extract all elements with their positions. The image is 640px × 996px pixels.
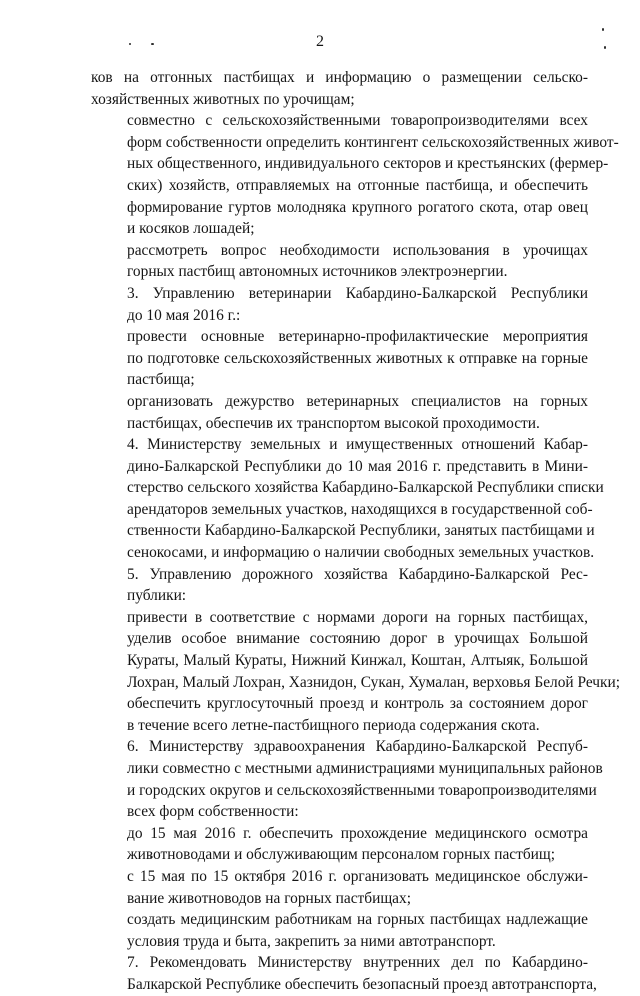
document-body bbox=[91, 67, 621, 996]
text-line: 6. Министерству здравоохранения Кабардино-Балкарской Респуб- bbox=[127, 738, 588, 756]
text-line: ков на отгонных пастбищах и информацию о размещении сельско- bbox=[91, 69, 588, 86]
text-line: пастбищах, обеспечив их транспортом высокой проходимости. bbox=[127, 414, 540, 432]
text-line: организовать дежурство ветеринарных специалистов на горных bbox=[127, 392, 588, 410]
text-line: животноводами и обслуживающим персоналом горных пастбищ; bbox=[127, 846, 556, 864]
text-line: рассмотреть вопрос необходимости использования в урочищах bbox=[127, 241, 588, 259]
text-line: всех форм собственности: bbox=[127, 803, 299, 821]
text-line: форм собственности определить контингент сельскохозяйственных живот- bbox=[127, 133, 619, 151]
paragraph bbox=[91, 952, 597, 995]
text-line: условия труда и быта, закрепить за ними автотранспорт. bbox=[127, 932, 496, 950]
text-line: и косяков лошадей; bbox=[127, 220, 255, 238]
text-line: в течение всего летне-пастбищного периода содержания скота. bbox=[127, 716, 540, 734]
paragraph bbox=[91, 823, 588, 866]
text-line: 3. Управлению ветеринарии Кабардино-Балкарской Республики bbox=[127, 284, 588, 302]
text-line: и городских округов и сельскохозяйственными товаропроизводителями bbox=[127, 781, 597, 799]
text-line: совместно с сельскохозяйственными товаропроизводителями всех bbox=[127, 112, 588, 130]
paragraph bbox=[91, 434, 604, 564]
text-line: формирование гуртов молодняка крупного рогатого скота, отар овец bbox=[127, 198, 588, 216]
text-line: провести основные ветеринарно-профилактические мероприятия bbox=[127, 328, 588, 346]
paragraph bbox=[91, 391, 588, 434]
paragraph bbox=[91, 110, 619, 240]
text-line: создать медицинским работникам на горных пастбищах надлежащие bbox=[127, 911, 588, 929]
text-line: Лохран, Малый Лохран, Хазнидон, Сукан, Хумалан, верховья Белой Речки; bbox=[127, 673, 621, 691]
paragraph bbox=[91, 607, 621, 693]
text-line: ственности Кабардино-Балкарской Республики, занятых пастбищами и bbox=[127, 522, 595, 540]
text-line: арендаторов земельных участков, находящихся в государственной соб- bbox=[127, 500, 593, 518]
text-line: дино-Балкарской Республики до 10 мая 2016 г. представить в Мини- bbox=[127, 457, 588, 475]
paragraph bbox=[91, 326, 588, 391]
text-line: Кураты, Малый Кураты, Нижний Кинжал, Коштан, Алтыяк, Большой bbox=[127, 652, 588, 670]
paragraph bbox=[91, 67, 588, 110]
paragraph bbox=[91, 693, 588, 736]
text-line: лики совместно с местными администрациями муниципальных районов bbox=[127, 760, 603, 777]
paragraph bbox=[91, 909, 588, 952]
text-line: по подготовке сельскохозяйственных животных к отправке на горные bbox=[127, 349, 588, 367]
paragraph bbox=[91, 736, 603, 822]
scan-speck bbox=[602, 28, 604, 31]
text-line: 7. Рекомендовать Министерству внутренних дел по Кабардино- bbox=[127, 954, 588, 972]
page-number: 2 bbox=[316, 33, 324, 50]
text-line: обеспечить круглосуточный проезд и контроль за состоянием дорог bbox=[127, 695, 588, 713]
text-line: горных пастбищ автономных источников электроэнергии. bbox=[127, 263, 508, 281]
text-line: вание животноводов на горных пастбищах; bbox=[127, 889, 411, 907]
text-line: ских) хозяйств, отправляемых на отгонные пастбища, и обеспечить bbox=[127, 176, 588, 194]
text-line: до 15 мая 2016 г. обеспечить прохождение медицинского осмотра bbox=[127, 824, 588, 842]
paragraph bbox=[91, 564, 588, 607]
text-line: стерство сельского хозяйства Кабардино-Балкарской Республики списки bbox=[127, 479, 604, 497]
text-line: публики: bbox=[127, 587, 187, 605]
text-line: ных общественного, индивидуального секторов и крестьянских (фермер- bbox=[127, 155, 609, 173]
text-line: уделив особое внимание состоянию дорог в урочищах Большой bbox=[127, 630, 588, 648]
text-line: привести в соответствие с нормами дороги на горных пастбищах, bbox=[127, 608, 588, 626]
text-line: до 10 мая 2016 г.: bbox=[127, 306, 241, 324]
text-line: с 15 мая по 15 октября 2016 г. организовать медицинское обслужи- bbox=[127, 867, 588, 885]
paragraph bbox=[91, 283, 588, 326]
text-line: хозяйственных животных по урочищам; bbox=[91, 90, 355, 108]
paragraph bbox=[91, 240, 588, 283]
paragraph bbox=[91, 866, 588, 909]
text-line: пастбища; bbox=[127, 371, 195, 389]
text-line: Балкарской Республике обеспечить безопасный проезд автотранспорта, bbox=[127, 975, 597, 993]
text-line: 4. Министерству земельных и имущественных отношений Кабар- bbox=[127, 436, 588, 454]
text-line: 5. Управлению дорожного хозяйства Кабардино-Балкарской Рес- bbox=[127, 565, 588, 583]
text-line: сенокосами, и информацию о наличии свободных земельных участков. bbox=[127, 544, 595, 562]
